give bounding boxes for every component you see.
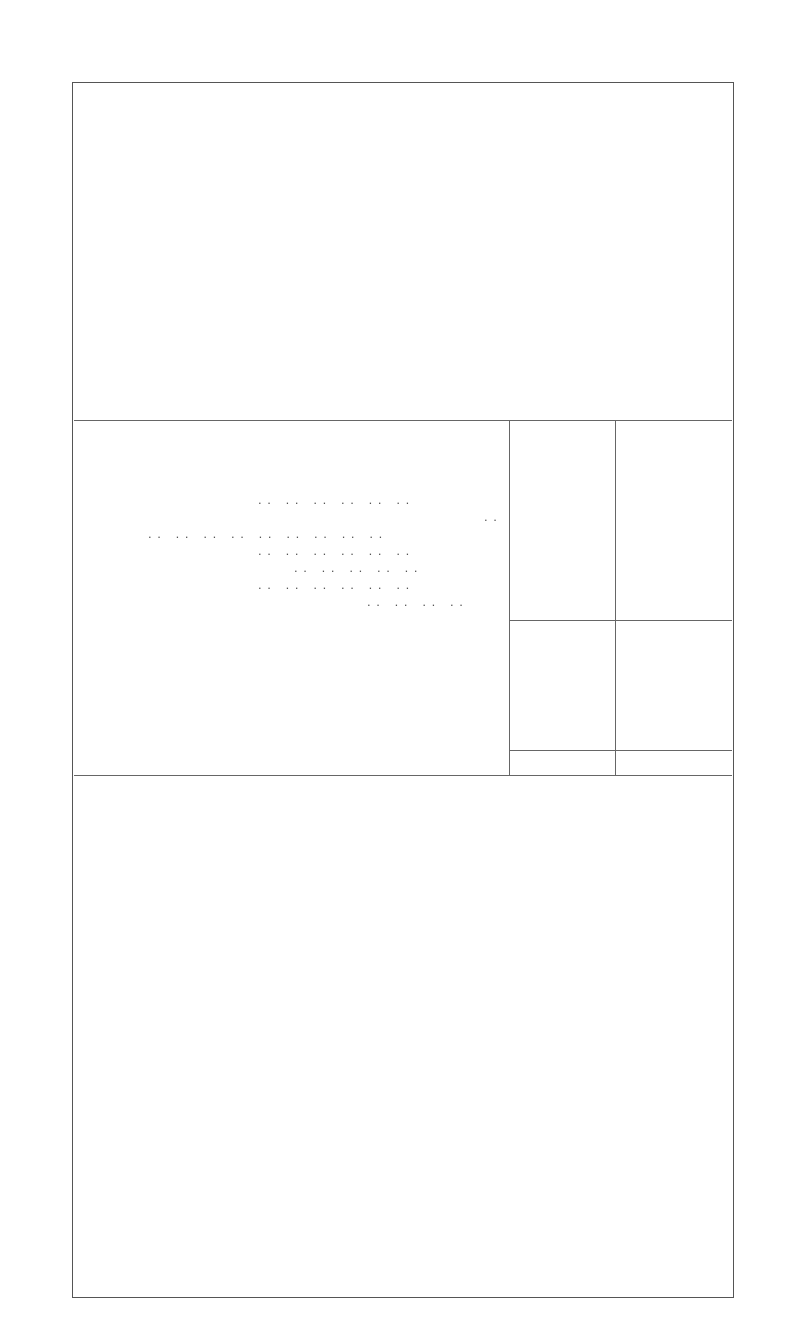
leader-dots: . . . . . . . . . . . . — [258, 577, 411, 592]
leader-dots: . . . . . . . . . . — [294, 560, 419, 575]
income-section-rule — [509, 620, 732, 621]
column-divider-2 — [615, 420, 616, 775]
leader-dots: . . . . . . . . — [367, 594, 464, 609]
net-cost-top-rule — [509, 750, 732, 751]
table-bottom-rule — [74, 775, 732, 776]
leader-dots: . . — [484, 509, 498, 524]
leader-dots: . . . . . . . . . . . . . . . . . . — [148, 526, 384, 541]
table-top-rule — [74, 420, 732, 421]
leader-dots: . . . . . . . . . . . . — [258, 492, 411, 507]
page-border — [72, 82, 734, 1298]
leader-dots: . . . . . . . . . . . . — [258, 543, 411, 558]
column-divider-1 — [509, 420, 510, 775]
